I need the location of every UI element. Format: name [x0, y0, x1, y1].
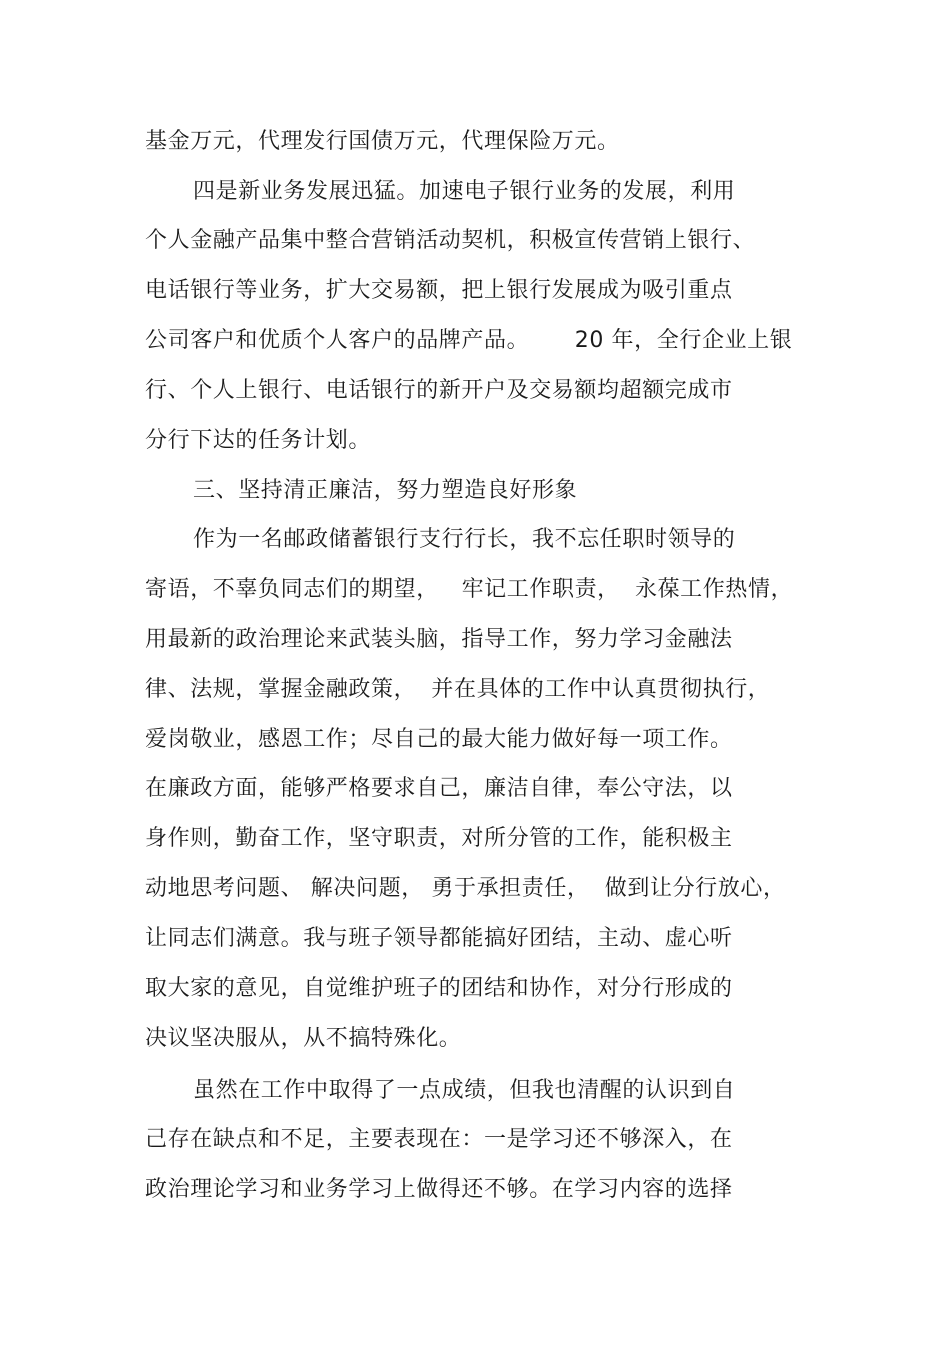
text-line: 公司客户和优质个人客户的品牌产品。 20 年，全行企业上银: [145, 328, 793, 353]
text-line: 个人金融产品集中整合营销活动契机，积极宣传营销上银行、: [145, 228, 756, 253]
text-line: 己存在缺点和不足，主要表现在：一是学习还不够深入，在: [145, 1127, 733, 1152]
text-line: 爱岗敬业，感恩工作；尽自己的最大能力做好每一项工作。: [145, 727, 733, 752]
text-line: 律、法规，掌握金融政策， 并在具体的工作中认真贯彻执行，: [145, 677, 771, 702]
text-line: 动地思考问题、 解决问题， 勇于承担责任， 做到让分行放心，: [145, 876, 786, 901]
text-line: 取大家的意见，自觉维护班子的团结和协作，对分行形成的: [145, 976, 733, 1001]
text-line: 决议坚决服从，从不搞特殊化。: [145, 1026, 462, 1051]
text-line: 政治理论学习和业务学习上做得还不够。在学习内容的选择: [145, 1177, 733, 1202]
text-line: 行、个人上银行、电话银行的新开户及交易额均超额完成市: [145, 378, 733, 403]
section-heading: 三、坚持清正廉洁，努力塑造良好形象: [193, 478, 578, 503]
text-line: 电话银行等业务，扩大交易额，把上银行发展成为吸引重点: [145, 278, 733, 303]
text-line: 分行下达的任务计划。: [145, 428, 372, 453]
text-line: 寄语，不辜负同志们的期望， 牢记工作职责， 永葆工作热情，: [145, 577, 794, 602]
text-line: 基金万元，代理发行国债万元，代理保险万元。: [145, 129, 620, 154]
text-line: 身作则，勤奋工作，坚守职责，对所分管的工作，能积极主: [145, 826, 733, 851]
text-line: 在廉政方面，能够严格要求自己，廉洁自律，奉公守法，以: [145, 776, 733, 801]
paragraph-start-line: 四是新业务发展迅猛。加速电子银行业务的发展，利用: [193, 179, 736, 204]
text-line: 让同志们满意。我与班子领导都能搞好团结，主动、虚心听: [145, 926, 733, 951]
paragraph-start-line: 作为一名邮政储蓄银行支行行长，我不忘任职时领导的: [193, 527, 736, 552]
paragraph-start-line: 虽然在工作中取得了一点成绩，但我也清醒的认识到自: [193, 1078, 736, 1103]
text-line: 用最新的政治理论来武装头脑，指导工作，努力学习金融法: [145, 627, 733, 652]
